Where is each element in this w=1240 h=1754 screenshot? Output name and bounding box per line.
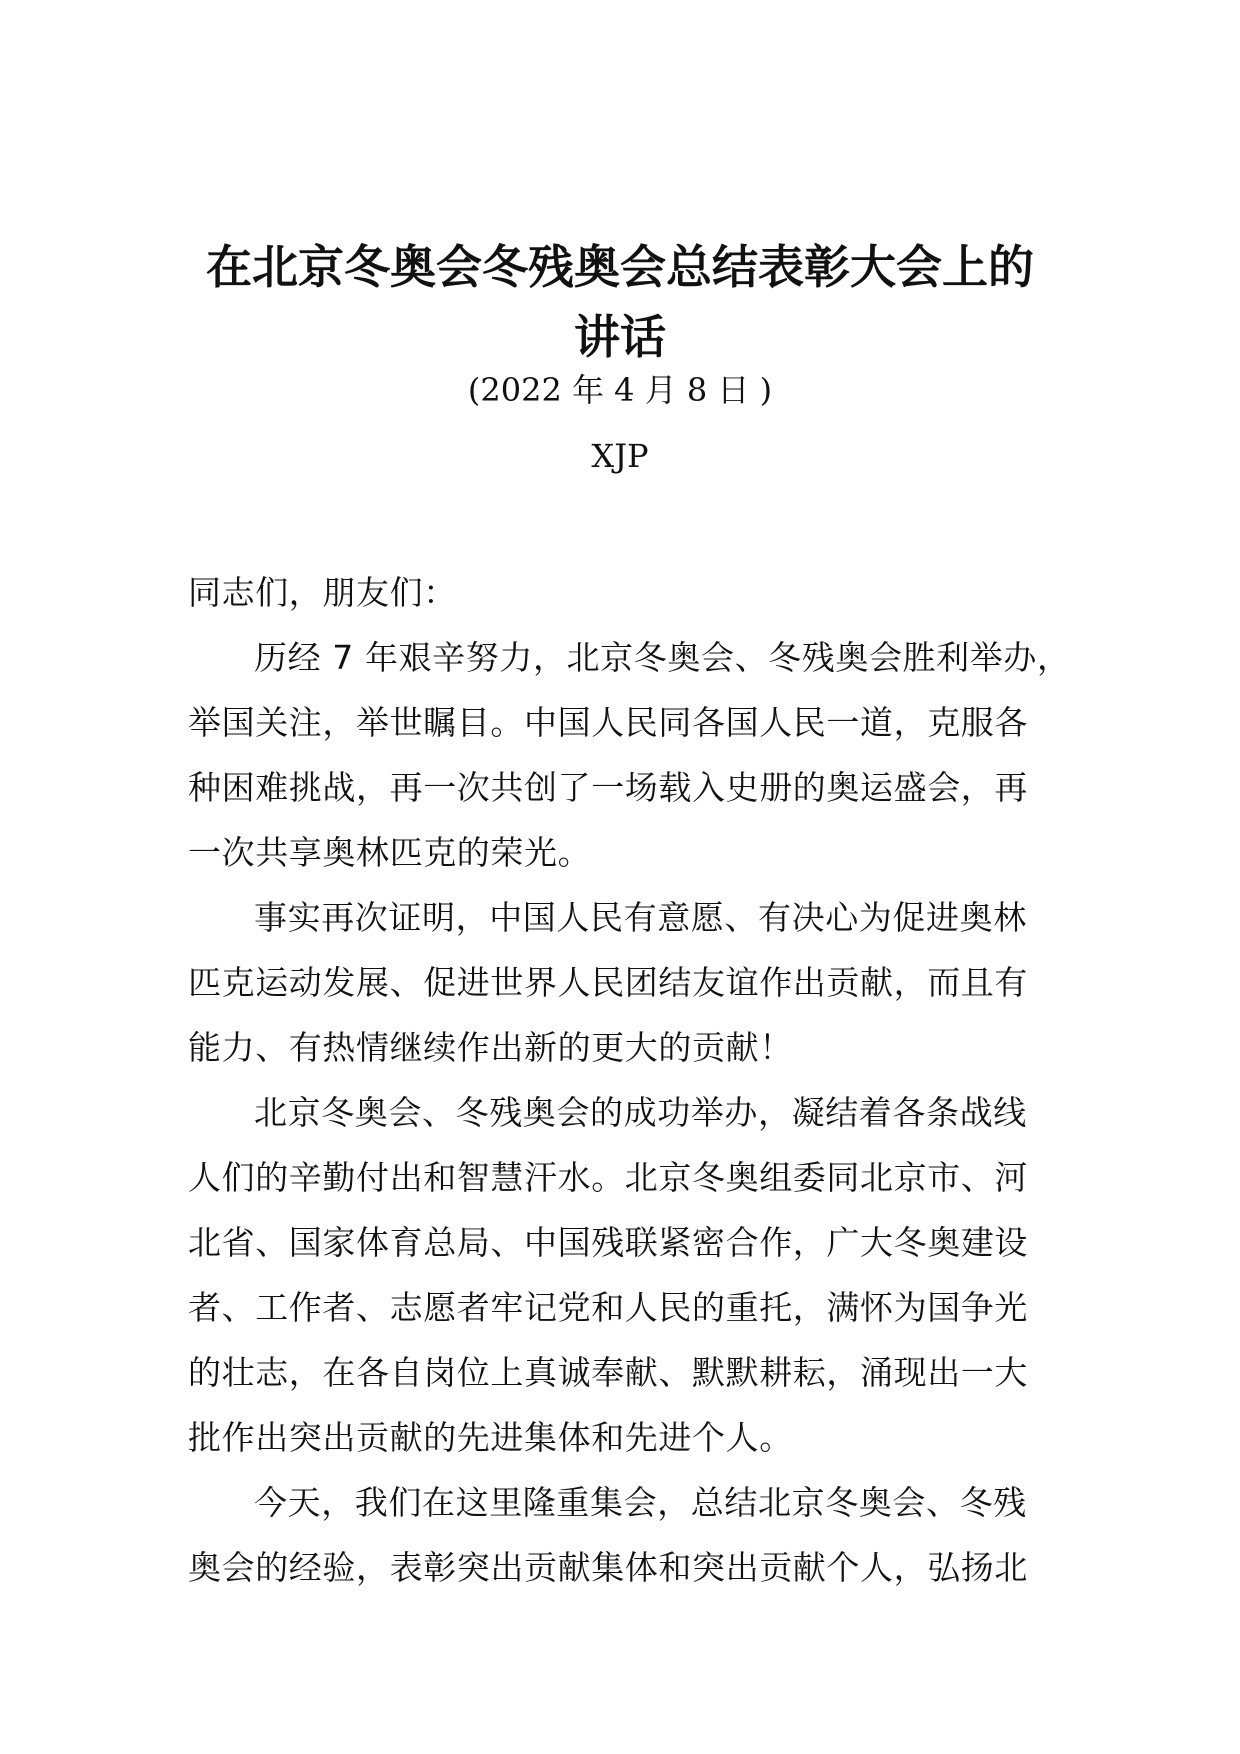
paragraph-1-line: 种困难挑战，再一次共创了一场载入史册的奥运盛会，再 [188, 768, 1028, 807]
paragraph-2-line: 事实再次证明，中国人民有意愿、有决心为促进奥林 [254, 898, 1027, 937]
paragraph-3-line: 北省、国家体育总局、中国残联紧密合作，广大冬奥建设 [188, 1223, 1028, 1262]
speech-author: XJP [591, 437, 649, 475]
speech-date: (2022 年 4 月 8 日 ) [467, 371, 773, 409]
salutation: 同志们，朋友们： [188, 573, 457, 612]
paragraph-3-line: 批作出突出贡献的先进集体和先进个人。 [188, 1418, 793, 1457]
paragraph-2-line: 能力、有热情继续作出新的更大的贡献！ [188, 1028, 793, 1067]
paragraph-1-line: 历经 7 年艰辛努力，北京冬奥会、冬残奥会胜利举办， [254, 638, 1071, 677]
paragraph-1-line: 一次共享奥林匹克的荣光。 [188, 833, 592, 872]
speech-body [188, 560, 1071, 1600]
document-title [160, 232, 1080, 372]
paragraph-3-line: 人们的辛勤付出和智慧汗水。北京冬奥组委同北京市、河 [188, 1158, 1028, 1197]
paragraph-4-line: 今天，我们在这里隆重集会，总结北京冬奥会、冬残 [254, 1483, 1027, 1522]
paragraph-1-line: 举国关注，举世瞩目。中国人民同各国人民一道，克服各 [188, 703, 1028, 742]
paragraph-4-line: 奥会的经验，表彰突出贡献集体和突出贡献个人，弘扬北 [188, 1548, 1028, 1587]
title-line-2: 讲话 [574, 310, 666, 364]
title-line-1: 在北京冬奥会冬残奥会总结表彰大会上的 [206, 240, 1034, 294]
paragraph-3-line: 者、工作者、志愿者牢记党和人民的重托，满怀为国争光 [188, 1288, 1028, 1327]
paragraph-3-line: 北京冬奥会、冬残奥会的成功举办，凝结着各条战线 [254, 1093, 1027, 1132]
paragraph-3-line: 的壮志，在各自岗位上真诚奉献、默默耕耘，涌现出一大 [188, 1353, 1028, 1392]
paragraph-2-line: 匹克运动发展、促进世界人民团结友谊作出贡献，而且有 [188, 963, 1028, 1002]
